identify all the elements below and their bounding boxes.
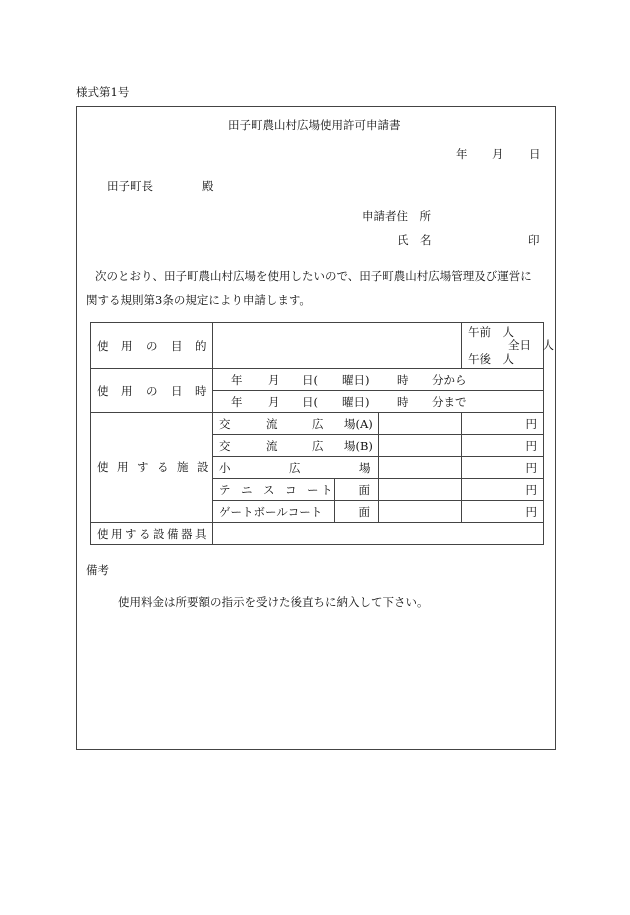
court-unit-label: 面 (358, 505, 370, 519)
facility-name-char: ゲートボールコート (219, 505, 323, 519)
date-label-char: 用 (121, 384, 133, 398)
facility-fee[interactable] (462, 479, 544, 501)
facility-name-char: 場 (359, 461, 371, 475)
body-text-line-2: 関する規則第3条の規定により申請します。 (86, 293, 311, 307)
date-label-char: の (146, 384, 158, 398)
facility-value[interactable] (379, 413, 462, 435)
facility-name (213, 435, 379, 457)
date-to-hour: 時 (397, 395, 409, 409)
date-year-label: 年 (456, 147, 468, 161)
facility-name-char: 広 (312, 417, 324, 431)
facility-name-char: ニ (241, 483, 253, 497)
date-day-label: 日 (529, 147, 541, 161)
date-from-hour: 時 (397, 373, 409, 387)
form-number: 様式第1号 (76, 85, 130, 99)
form-title: 田子町農山村広場使用許可申請書 (228, 118, 401, 132)
facility-label-char: 設 (197, 460, 209, 474)
date-from-day: 日( (302, 373, 318, 387)
yen-label: 円 (525, 505, 537, 519)
facility-name-char: ト (321, 483, 333, 497)
remarks-label: 備考 (86, 563, 109, 577)
attendance-cell[interactable] (462, 323, 554, 369)
facility-name-char: 場(B) (344, 439, 373, 453)
date-from-weekday: 曜日) (342, 373, 370, 387)
date-from-minute: 分から (432, 373, 467, 387)
facility-value[interactable] (379, 435, 462, 457)
facility-name-char: ス (263, 483, 275, 497)
facility-name (213, 413, 379, 435)
date-label (91, 369, 213, 413)
facility-row (91, 413, 544, 435)
facility-name-char: 場(A) (344, 417, 373, 431)
purpose-label-char: 用 (121, 339, 133, 353)
facility-name-char: 流 (266, 439, 278, 453)
addressee-name: 田子町長 (107, 179, 153, 193)
date-label-char: 時 (195, 384, 207, 398)
date-label-char: 使 (97, 384, 109, 398)
purpose-label-char: 目 (171, 339, 183, 353)
facility-fee[interactable] (462, 457, 544, 479)
facility-value[interactable] (379, 501, 462, 523)
facility-fee[interactable] (462, 413, 544, 435)
purpose-value[interactable] (213, 323, 462, 369)
facility-name-char: テ (219, 483, 231, 497)
court-unit-cell[interactable] (335, 501, 379, 523)
purpose-label (91, 323, 213, 369)
remarks-text: 使用料金は所要額の指示を受けた後直ちに納入して下さい。 (118, 595, 429, 609)
applicant-name-label: 氏 名 (397, 233, 432, 247)
equipment-label-text: 使用する設備器具 (97, 527, 209, 541)
facility-name-char: 小 (219, 461, 231, 475)
court-unit-label: 面 (358, 483, 370, 497)
facility-fee[interactable] (462, 435, 544, 457)
facility-fee[interactable] (462, 501, 544, 523)
equipment-value[interactable] (213, 523, 544, 545)
date-to-month: 月 (268, 395, 280, 409)
application-table (90, 322, 554, 545)
body-text-line-1: 次のとおり、田子町農山村広場を使用したいので、田子町農山村広場管理及び運営に (95, 269, 532, 283)
facility-name (213, 501, 335, 523)
facility-name-char: 広 (312, 439, 324, 453)
facility-name-char: 交 (219, 439, 231, 453)
date-month-label: 月 (492, 147, 504, 161)
facility-label-char: 使 (97, 460, 109, 474)
attendance-pm: 午後 人 (468, 352, 514, 366)
facility-name (213, 479, 335, 501)
attendance-am: 午前 人 (468, 325, 514, 339)
date-from-month: 月 (268, 373, 280, 387)
date-to-cell[interactable] (213, 391, 544, 413)
date-from-cell[interactable] (213, 369, 544, 391)
date-to-minute: 分まで (432, 395, 467, 409)
date-label-char: 日 (171, 384, 183, 398)
facility-label-char: 用 (117, 460, 129, 474)
equipment-label (91, 523, 213, 545)
yen-label: 円 (525, 461, 537, 475)
applicant-seal-label: 印 (528, 233, 540, 247)
facility-value[interactable] (379, 457, 462, 479)
facility-label-char: す (137, 460, 149, 474)
date-to-weekday: 曜日) (342, 395, 370, 409)
facility-name-char: 広 (289, 461, 301, 475)
applicant-address-label: 申請者住 所 (362, 209, 431, 223)
purpose-label-char: 的 (195, 339, 207, 353)
date-to-day: 日( (302, 395, 318, 409)
purpose-label-char: の (146, 339, 158, 353)
court-unit-cell[interactable] (335, 479, 379, 501)
facility-name-char: コ (285, 483, 297, 497)
equipment-row (91, 523, 544, 545)
facility-name (213, 457, 379, 479)
facility-name-char: ー (307, 483, 319, 497)
facility-label (91, 413, 213, 523)
yen-label: 円 (525, 439, 537, 453)
facility-label-char: 施 (177, 460, 189, 474)
purpose-label-char: 使 (97, 339, 109, 353)
date-row-start (91, 369, 544, 391)
facility-label-char: る (157, 460, 169, 474)
facility-name-char: 流 (266, 417, 278, 431)
attendance-allday: 全日 人 (508, 338, 554, 352)
date-to-year: 年 (231, 395, 243, 409)
addressee-suffix: 殿 (202, 179, 214, 193)
date-from-year: 年 (231, 373, 243, 387)
yen-label: 円 (525, 483, 537, 497)
yen-label: 円 (525, 417, 537, 431)
purpose-row (91, 323, 544, 369)
facility-value[interactable] (379, 479, 462, 501)
facility-name-char: 交 (219, 417, 231, 431)
